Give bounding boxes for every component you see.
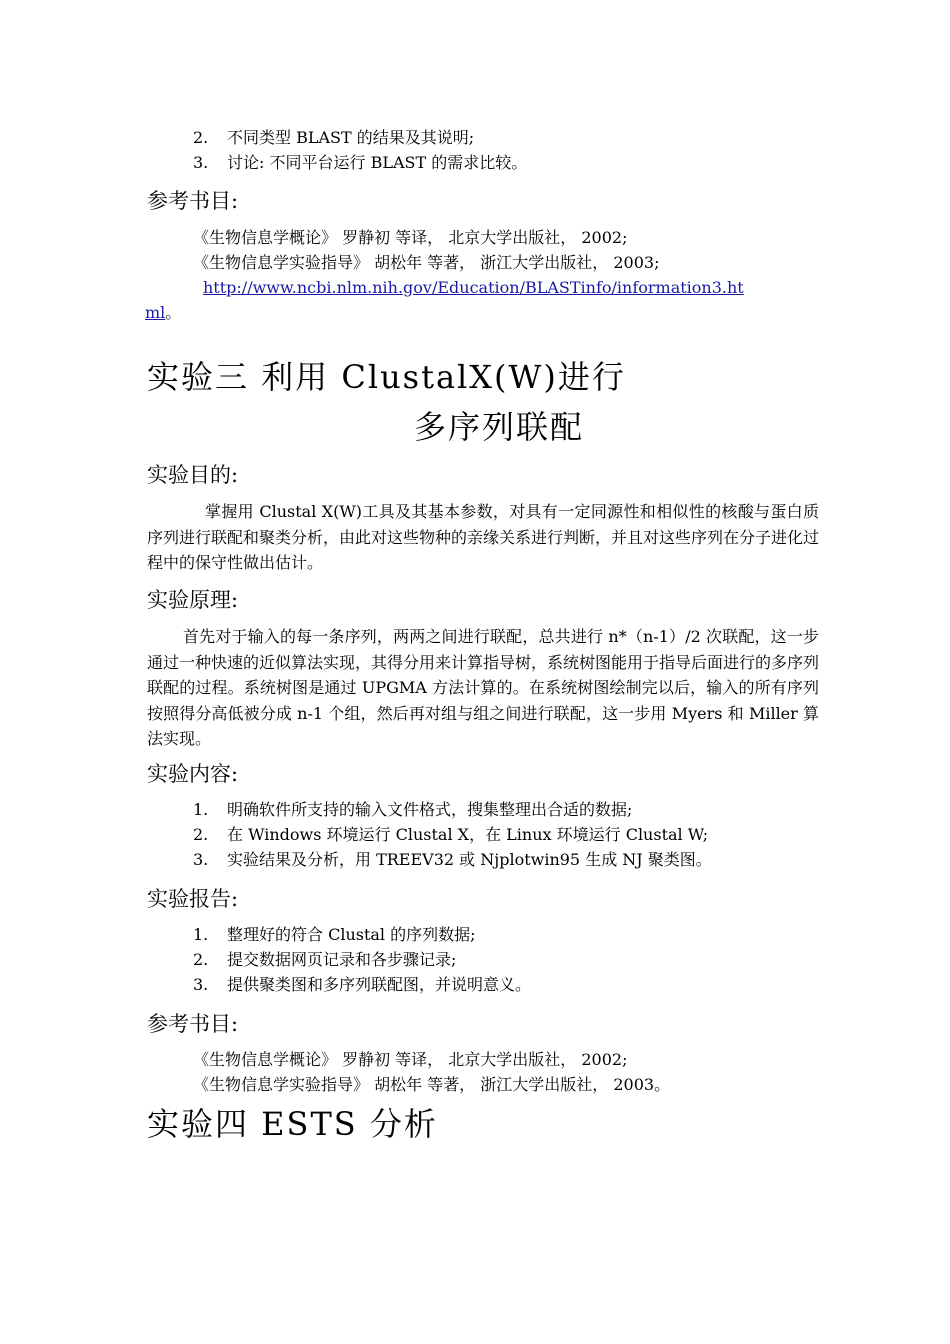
url-link[interactable]: http://www.ncbi.nlm.nih.gov/Education/BLASTinfo/information3.ht — [203, 278, 744, 297]
list-item — [193, 850, 712, 870]
principle-heading: 实验原理: — [147, 588, 239, 612]
reference-entry: 《生物信息学实验指导》 胡松年 等著， 浙江大学出版社， 2003; — [193, 253, 660, 272]
list-text: 不同类型 BLAST 的结果及其说明; — [227, 128, 475, 147]
reference-url[interactable] — [203, 278, 744, 298]
experiment3-title-line1: 实验三 利用 ClustalX(W)进行 — [147, 358, 626, 396]
list-number: 1. — [193, 800, 209, 819]
references-heading: 参考书目: — [147, 1012, 239, 1036]
list-number: 2. — [193, 825, 209, 844]
references-heading: 参考书目: — [147, 189, 239, 213]
list-number: 3. — [193, 153, 209, 172]
list-number: 3. — [193, 850, 209, 869]
list-text: 提交数据网页记录和各步骤记录; — [227, 950, 457, 969]
list-number: 1. — [193, 925, 209, 944]
list-text: 明确软件所支持的输入文件格式，搜集整理出合适的数据; — [227, 800, 633, 819]
list-text: 讨论: 不同平台运行 BLAST 的需求比较。 — [227, 153, 528, 172]
reference-entry: 《生物信息学概论》 罗静初 等译， 北京大学出版社， 2002; — [193, 228, 628, 247]
content-heading: 实验内容: — [147, 762, 239, 786]
list-number: 3. — [193, 975, 209, 994]
purpose-heading: 实验目的: — [147, 463, 239, 487]
list-item — [193, 128, 474, 148]
list-text: 实验结果及分析，用 TREEV32 或 Njplotwin95 生成 NJ 聚类图。 — [227, 850, 712, 869]
list-item — [193, 800, 632, 820]
list-item — [193, 825, 708, 845]
list-text: 整理好的符合 Clustal 的序列数据; — [227, 925, 476, 944]
principle-paragraph: 首先对于输入的每一条序列，两两之间进行联配，总共进行 n*（n-1）/2 次联配，这一步通过一种快速的近似算法实现，其得分用来计算指导树，系统树图能用于指导后面进行的多序列联配的过程。系统树图是通过 UPGMA 方法计算的。在系统树图绘制完以后，输入的所有序列按照得分高低被分成 n-1 个组，然后再对组与组之间进行联配，这一步用 Myers 和 Miller 算法实现。 — [147, 627, 820, 748]
reference-url-cont — [145, 303, 181, 323]
list-text: 提供聚类图和多序列联配图，并说明意义。 — [227, 975, 532, 994]
experiment3-title-line2: 多序列联配 — [414, 408, 585, 446]
url-end: 。 — [165, 303, 182, 322]
purpose-paragraph: 掌握用 Clustal X(W)工具及其基本参数，对具有一定同源性和相似性的核酸与蛋白质序列进行联配和聚类分析，由此对这些物种的亲缘关系进行判断，并且对这些序列在分子进化过程中的保守性做出估计。 — [147, 502, 820, 572]
list-number: 2. — [193, 950, 209, 969]
reference-entry: 《生物信息学概论》 罗静初 等译， 北京大学出版社， 2002; — [193, 1050, 628, 1069]
url-link-cont[interactable]: ml — [145, 303, 166, 322]
list-number: 2. — [193, 128, 209, 147]
report-heading: 实验报告: — [147, 887, 239, 911]
experiment4-title: 实验四 ESTS 分析 — [147, 1105, 438, 1143]
list-text: 在 Windows 环境运行 Clustal X，在 Linux 环境运行 Clustal W; — [227, 825, 709, 844]
list-item — [193, 950, 456, 970]
list-item — [193, 153, 527, 173]
reference-entry: 《生物信息学实验指导》 胡松年 等著， 浙江大学出版社， 2003。 — [193, 1075, 671, 1094]
list-item — [193, 925, 476, 945]
list-item — [193, 975, 531, 995]
